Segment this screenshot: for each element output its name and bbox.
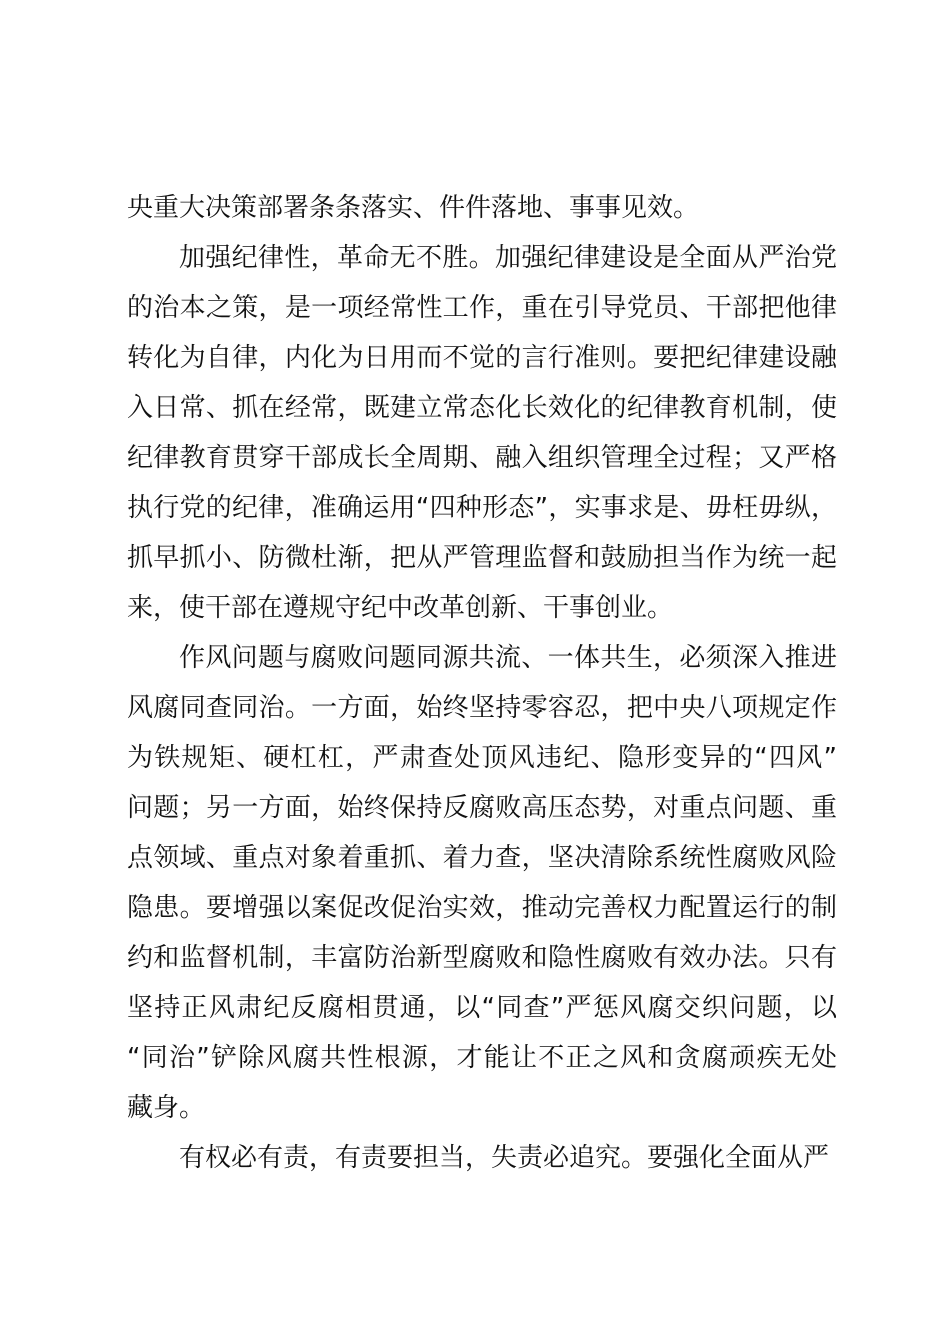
text-line: 入日常、抓在经常，既建立常态化长效化的纪律教育机制，使 (127, 393, 837, 423)
text-line: 执行党的纪律，准确运用“四种形态”，实事求是、毋枉毋纵， (127, 493, 837, 523)
text-line: 隐患。要增强以案促改促治实效，推动完善权力配置运行的制 (127, 893, 837, 923)
text-line: 坚持正风肃纪反腐相贯通，以“同查”严惩风腐交织问题，以 (127, 993, 837, 1023)
text-line: 转化为自律，内化为日用而不觉的言行准则。要把纪律建设融 (127, 343, 837, 373)
paragraph-4 (127, 1133, 837, 1183)
text-line: 藏身。 (127, 1093, 206, 1123)
text-line: 抓早抓小、防微杜渐，把从严管理监督和鼓励担当作为统一起 (127, 543, 837, 573)
body-text (127, 183, 837, 1183)
text-line: 问题；另一方面，始终保持反腐败高压态势，对重点问题、重 (127, 793, 837, 823)
text-line: 有权必有责，有责要担当，失责必追究。要强化全面从严 (179, 1143, 830, 1173)
text-line: 风腐同查同治。一方面，始终坚持零容忍，把中央八项规定作 (127, 693, 837, 723)
text-line: 来，使干部在遵规守纪中改革创新、干事创业。 (127, 593, 674, 623)
paragraph-3 (127, 633, 837, 1133)
text-line: 的治本之策，是一项经常性工作，重在引导党员、干部把他律 (127, 293, 837, 323)
text-line: 为铁规矩、硬杠杠，严肃查处顶风违纪、隐形变异的“四风” (127, 743, 837, 773)
text-line: 央重大决策部署条条落实、件件落地、事事见效。 (127, 193, 700, 223)
text-line: 点领域、重点对象着重抓、着力查，坚决清除系统性腐败风险 (127, 843, 837, 873)
paragraph-1 (127, 183, 837, 233)
text-line: 作风问题与腐败问题同源共流、一体共生，必须深入推进 (179, 643, 837, 673)
text-line: 约和监督机制，丰富防治新型腐败和隐性腐败有效办法。只有 (127, 943, 837, 973)
text-line: 加强纪律性，革命无不胜。加强纪律建设是全面从严治党 (179, 243, 837, 273)
text-line: 纪律教育贯穿干部成长全周期、融入组织管理全过程；又严格 (127, 443, 837, 473)
text-line: “同治”铲除风腐共性根源，才能让不正之风和贪腐顽疾无处 (127, 1043, 837, 1073)
paragraph-2 (127, 233, 837, 633)
